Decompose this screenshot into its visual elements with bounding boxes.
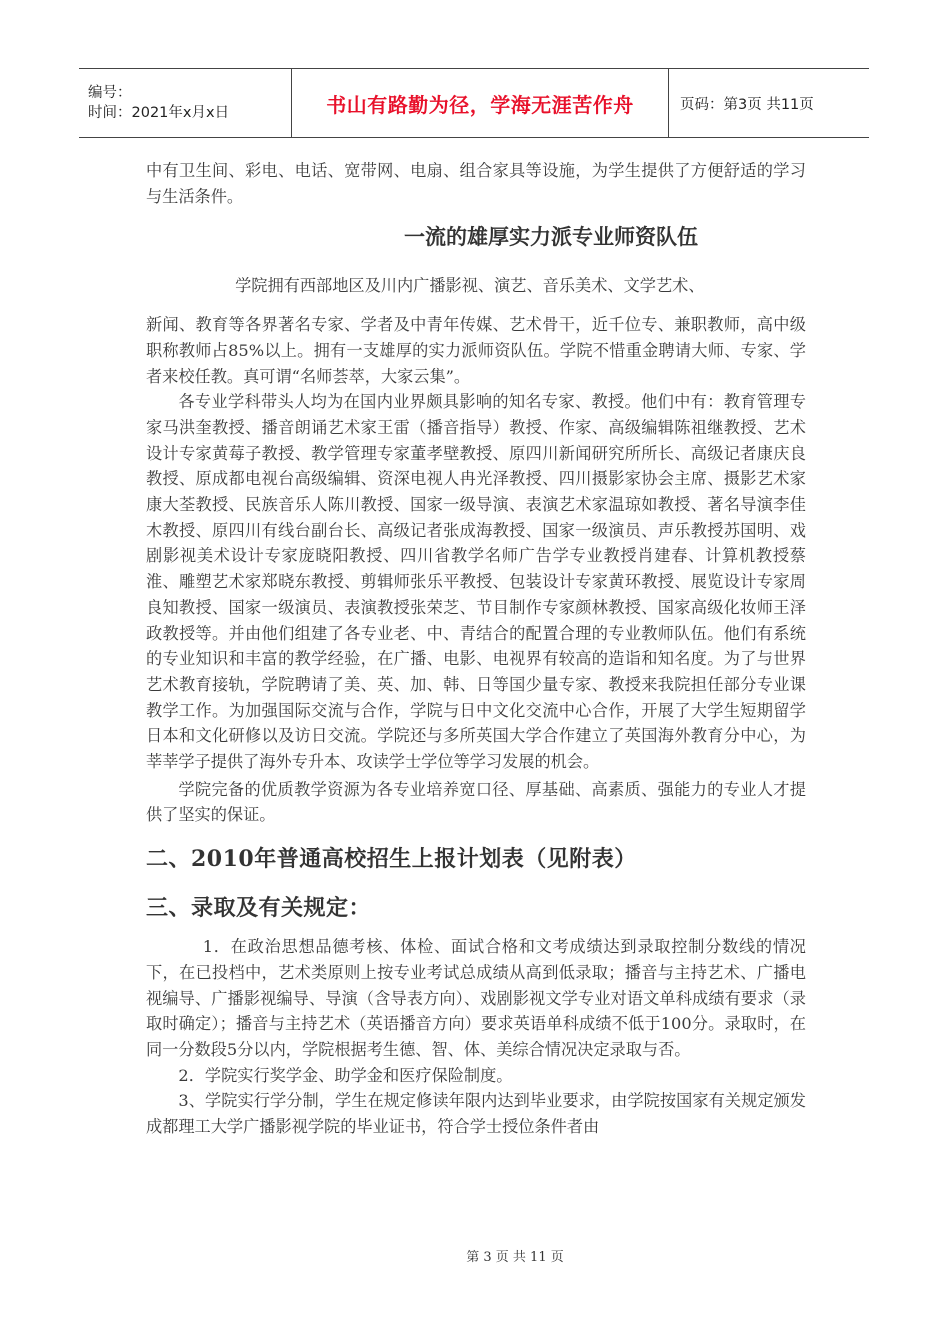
heading-enrollment-plan: 二、2010年普通高校招生上报计划表（见附表） xyxy=(146,846,637,873)
header-motto: 书山有路勤为径，学海无涯苦作舟 xyxy=(291,69,669,137)
rule-2: 2．学院实行奖学金、助学金和医疗保险制度。 xyxy=(178,1065,513,1085)
rule-3: 3、学院实行学分制，学生在规定修读年限内达到毕业要求，由学院按国家有关规定颁发成都理工大学广播影视学院的毕业证书，符合学士授位条件者由 xyxy=(146,1091,806,1137)
paragraph-faculty-conclusion: 学院完备的优质教学资源为各专业培养宽口径、厚基础、高素质、强能力的专业人才提供了坚实的保证。 xyxy=(146,779,806,825)
paragraph-faculty-overview: 新闻、教育等各界著名专家、学者及中青年传媒、艺术骨干，近千位专、兼职教师，高中级职称教师占85%以上。拥有一支雄厚的实力派师资队伍。学院不惜重金聘请大师、专家、学者来校任教。真可谓“名师荟萃，大家云集”。 xyxy=(146,315,806,386)
heading-admission-rules: 三、录取及有关规定： xyxy=(146,895,372,922)
header-meta xyxy=(79,69,291,137)
header-table xyxy=(79,68,869,138)
document-number: 编号： xyxy=(88,85,132,101)
paragraph-faculty-experts: 各专业学科带头人均为在国内业界颇具影响的知名专家、教授。他们中有：教育管理专家马洪奎教授、播音朗诵艺术家王雷（播音指导）教授、作家、高级编辑陈祖继教授、艺术设计专家黄莓子教授、教学管理专家董孝壁教授、原四川新闻研究所所长、高级记者康庆良教授、原成都电视台高级编辑、资深电视人冉光泽教授、四川摄影家协会主席、摄影艺术家康大荃教授、民族音乐人陈川教授、国家一级导演、表演艺术家温琼如教授、著名导演李佳木教授、原四川有线台副台长、高级记者张成海教授、国家一级演员、声乐教授苏国明、戏剧影视美术设计专家庞晓阳教授、四川省教学名师广告学专业教授肖建春、计算机教授蔡淮、雕塑艺术家郑晓东教授、剪辑师张乐平教授、包装设计专家黄环教授、展览设计专家周良知教授、国家一级演员、表演教授张荣芝、节目制作专家颜林教授、国家高级化妆师王泽政教授等。并由他们组建了各专业老、中、青结合的配置合理的专业教师队伍。他们有系统的专业知识和丰富的教学经验，在广播、电影、电视界有较高的造诣和知名度。为了与世界艺术教育接轨，学院聘请了美、英、加、韩、日等国少量专家、教授来我院担任部分专业课教学工作。为加强国际交流与合作，学院与日中文化交流中心合作，开展了大学生短期留学日本和文化研修以及访日交流。学院还与多所英国大学合作建立了英国海外教育分中心，为莘莘学子提供了海外专升本、攻读学士学位等学习发展的机会。 xyxy=(146,392,806,772)
page-footer: 第 3 页 共 11 页 xyxy=(466,1250,564,1265)
document-date: 时间：2021年x月x日 xyxy=(88,105,230,121)
header-page-number: 页码：第3页 共11页 xyxy=(680,96,814,113)
document-body xyxy=(146,158,806,1140)
rule-1: 1．在政治思想品德考核、体检、面试合格和文考成绩达到录取控制分数线的情况下，在已投档中，艺术类原则上按专业考试总成绩从高到低录取；播音与主持艺术、广播电视编导、广播影视编导、导演（含导表方向）、戏剧影视文学专业对语文单科成绩有要求（录取时确定）；播音与主持艺术（英语播音方向）要求英语单科成绩不低于100分。录取时，在同一分数段5分以内，学院根据考生德、智、体、美综合情况决定录取与否。 xyxy=(146,937,806,1059)
section-title-faculty: 一流的雄厚实力派专业师资队伍 xyxy=(404,224,698,250)
paragraph-facilities: 中有卫生间、彩电、电话、宽带网、电扇、组合家具等设施，为学生提供了方便舒适的学习与生活条件。 xyxy=(146,161,806,206)
paragraph-faculty-intro: 学院拥有西部地区及川内广播影视、演艺、音乐美术、文学艺术、 xyxy=(235,276,705,296)
